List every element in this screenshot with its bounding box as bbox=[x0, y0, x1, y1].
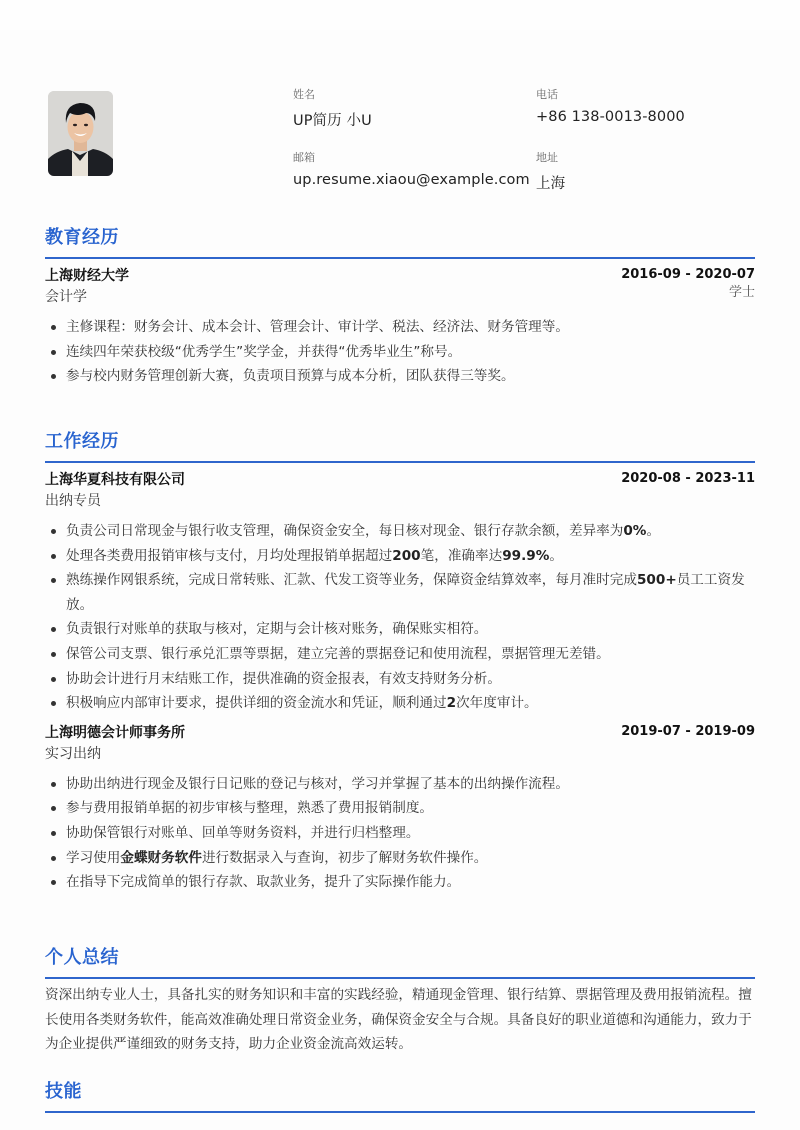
section-title: 个人总结 bbox=[45, 947, 119, 968]
entry-header bbox=[45, 721, 755, 743]
person-portrait-icon bbox=[48, 91, 113, 176]
bullet-list bbox=[45, 772, 755, 895]
date-range: 2020-08 - 2023-11 bbox=[621, 471, 755, 486]
section-skills bbox=[45, 1079, 755, 1113]
list-item: 学习使用金蝶财务软件进行数据录入与查询，初步了解财务软件操作。 bbox=[45, 846, 755, 871]
info-name bbox=[293, 86, 372, 130]
education-entry bbox=[45, 264, 755, 389]
list-item: 负责银行对账单的获取与核对，定期与会计核对账务，确保账实相符。 bbox=[45, 617, 755, 642]
company-name: 上海明德会计师事务所 bbox=[45, 724, 185, 741]
section-work bbox=[45, 429, 755, 895]
bullet-list bbox=[45, 315, 755, 389]
section-title: 教育经历 bbox=[45, 227, 119, 248]
list-item: 参与校内财务管理创新大赛，负责项目预算与成本分析，团队获得三等奖。 bbox=[45, 364, 755, 389]
date-range: 2019-07 - 2019-09 bbox=[621, 723, 755, 739]
list-item: 协助出纳进行现金及银行日记账的登记与核对，学习并掌握了基本的出纳操作流程。 bbox=[45, 772, 755, 797]
email-label: 邮箱 bbox=[293, 151, 315, 164]
list-item: 熟练操作网银系统，完成日常转账、汇款、代发工资等业务，保障资金结算效率，每月准时完成500+员工工资发放。 bbox=[45, 568, 755, 617]
section-summary bbox=[45, 945, 755, 1057]
entry-subheader bbox=[45, 743, 755, 765]
list-item: 协助保管银行对账单、回单等财务资料，并进行归档整理。 bbox=[45, 821, 755, 846]
phone-label: 电话 bbox=[536, 88, 558, 101]
info-address bbox=[536, 149, 565, 193]
section-divider bbox=[45, 257, 755, 259]
school-name: 上海财经大学 bbox=[45, 268, 129, 284]
bullet-list bbox=[45, 519, 755, 716]
list-item: 主修课程：财务会计、成本会计、管理会计、审计学、税法、经济法、财务管理等。 bbox=[45, 315, 755, 340]
degree: 学士 bbox=[728, 285, 755, 300]
work-entry bbox=[45, 721, 755, 895]
section-divider bbox=[45, 1111, 755, 1113]
avatar-photo bbox=[48, 91, 113, 176]
phone-value: +86 138-0013-8000 bbox=[536, 109, 685, 125]
entry-header bbox=[45, 468, 755, 490]
major: 会计学 bbox=[45, 289, 87, 305]
section-title: 技能 bbox=[45, 1081, 82, 1102]
list-item: 连续四年荣获校级“优秀学生”奖学金，并获得“优秀毕业生”称号。 bbox=[45, 340, 755, 365]
entry-subheader bbox=[45, 286, 755, 308]
list-item: 参与费用报销单据的初步审核与整理，熟悉了费用报销制度。 bbox=[45, 796, 755, 821]
resume-header bbox=[45, 0, 755, 200]
name-label: 姓名 bbox=[293, 88, 315, 101]
section-divider bbox=[45, 461, 755, 463]
job-title: 实习出纳 bbox=[45, 745, 101, 762]
name-value: UP简历 小U bbox=[293, 113, 372, 129]
company-name: 上海华夏科技有限公司 bbox=[45, 472, 185, 488]
info-email bbox=[293, 149, 530, 188]
summary-text: 资深出纳专业人士，具备扎实的财务知识和丰富的实践经验，精通现金管理、银行结算、票据管理及费用报销流程。擅长使用各类财务软件，能高效准确处理日常资金业务，确保资金安全与合规。具备良好的职业道德和沟通能力，致力于为企业提供严谨细致的财务支持，助力企业资金流高效运转。 bbox=[45, 987, 752, 1053]
section-divider bbox=[45, 977, 755, 979]
list-item: 负责公司日常现金与银行收支管理，确保资金安全，每日核对现金、银行存款余额，差异率为0%。 bbox=[45, 519, 755, 544]
entry-subheader bbox=[45, 490, 755, 512]
entry-header bbox=[45, 264, 755, 286]
section-title: 工作经历 bbox=[45, 431, 119, 452]
list-item: 处理各类费用报销审核与支付，月均处理报销单据超过200笔，准确率达99.9%。 bbox=[45, 544, 755, 569]
section-education bbox=[45, 225, 755, 389]
list-item: 协助会计进行月末结账工作，提供准确的资金报表，有效支持财务分析。 bbox=[45, 667, 755, 692]
info-phone bbox=[536, 86, 685, 125]
address-value: 上海 bbox=[536, 176, 566, 192]
list-item: 保管公司支票、银行承兑汇票等票据，建立完善的票据登记和使用流程，票据管理无差错。 bbox=[45, 642, 755, 667]
address-label: 地址 bbox=[536, 151, 558, 164]
email-value: up.resume.xiaou@example.com bbox=[293, 172, 530, 188]
list-item: 在指导下完成简单的银行存款、取款业务，提升了实际操作能力。 bbox=[45, 870, 755, 895]
job-title: 出纳专员 bbox=[45, 493, 101, 509]
list-item: 积极响应内部审计要求，提供详细的资金流水和凭证，顺利通过2次年度审计。 bbox=[45, 691, 755, 716]
work-entry bbox=[45, 468, 755, 716]
date-range: 2016-09 - 2020-07 bbox=[621, 267, 755, 282]
